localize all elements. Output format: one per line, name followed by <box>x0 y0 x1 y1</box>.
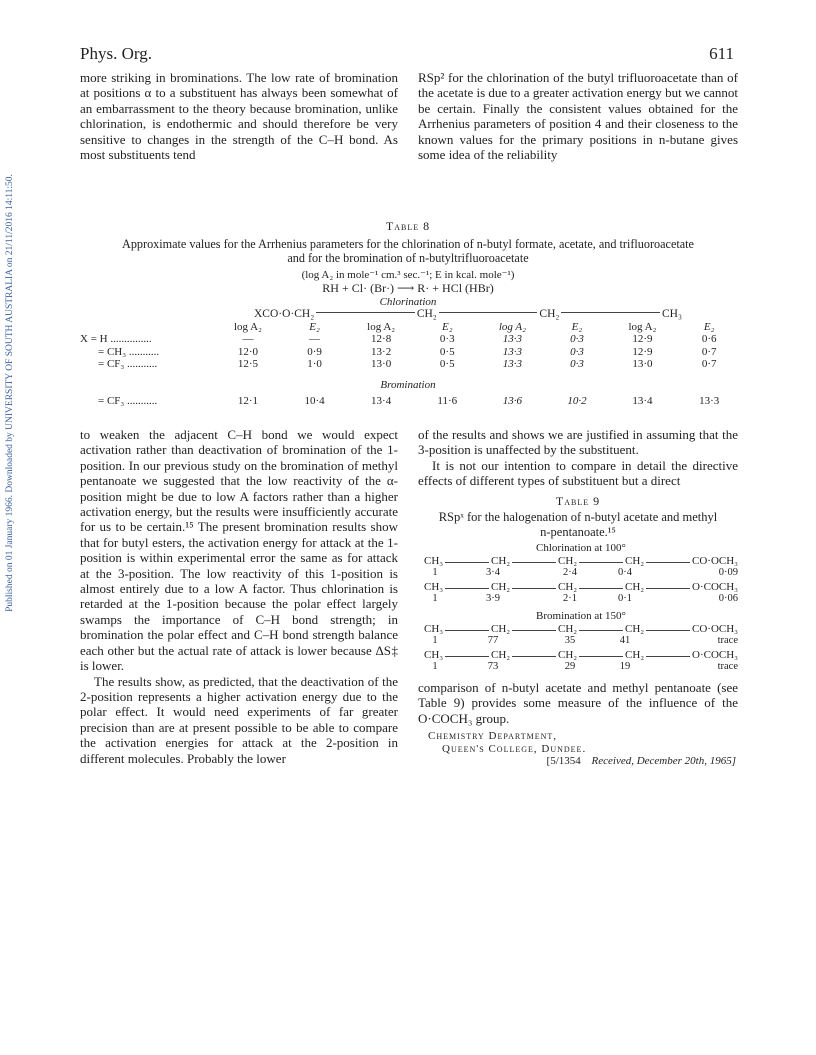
table-cell: 0·5 <box>439 345 455 358</box>
table-cell: 0·5 <box>439 358 455 371</box>
col-log-a: log A₂ <box>498 320 526 333</box>
table-cell: 10·4 <box>304 395 325 408</box>
table-cell: 0·3 <box>570 333 584 346</box>
bottom-left-column <box>80 427 398 766</box>
table-cell: 11·6 <box>437 395 458 408</box>
bottom-right-column <box>418 427 738 489</box>
chain-group-4: CH₃ <box>662 308 683 321</box>
table-cell: 12·0 <box>237 345 259 358</box>
journal-title: Phys. Org. <box>80 44 152 63</box>
group: CH₂ <box>558 623 578 635</box>
chlorination-title: Chlorination at 100° <box>536 542 626 554</box>
paragraph: The results show, as predicted, that the deactivation of the 2-position represents a higher activation energy due to the polar effect. It would need experiments of far greater precision than are at present possible to be able to compare the activation energies for attack at the 2-position in different molecules. Probably the lower <box>80 673 398 766</box>
value: 19 <box>619 661 631 672</box>
value: 77 <box>487 635 499 646</box>
table-cell: 13·4 <box>632 395 653 408</box>
table-cell: 13·3 <box>502 333 523 346</box>
value: 73 <box>487 661 499 672</box>
group: CH₃ <box>424 649 444 661</box>
group: CH₂ <box>625 623 645 635</box>
chain-row <box>424 555 738 567</box>
value: 2·1 <box>563 593 577 604</box>
page-number: 611 <box>709 44 734 63</box>
group: CH₃ <box>424 623 444 635</box>
table-cell: 13·4 <box>371 395 392 408</box>
table-cell: 12·8 <box>371 333 392 346</box>
table-cell: 12·9 <box>632 333 653 346</box>
group: CH₂ <box>625 581 645 593</box>
table-cell: 0·7 <box>701 358 717 371</box>
download-watermark-text: Published on 01 January 1966. Downloaded by UNIVERSITY OF SOUTH AUSTRALIA on 21/11/2016 14:11:50. <box>5 173 15 612</box>
group: CH₂ <box>625 555 645 567</box>
value: 41 <box>619 635 631 646</box>
value: 0·06 <box>718 593 738 604</box>
col-log-a: log A₂ <box>367 320 396 333</box>
table-row <box>78 346 738 359</box>
top-right-paragraph <box>418 70 738 162</box>
table-cell: 0·3 <box>570 358 584 371</box>
row-label: = CF₃ ........... <box>98 395 158 408</box>
chain-group-1: XCO·O·CH₂ <box>254 308 315 321</box>
value: 0·4 <box>618 567 632 578</box>
value-row <box>424 593 738 604</box>
group: CH₂ <box>491 623 511 635</box>
value-row <box>424 635 738 646</box>
chain-row <box>424 581 738 593</box>
bromination-heading: Bromination <box>380 378 436 391</box>
value: 35 <box>564 635 576 646</box>
group: CH₃ <box>424 581 444 593</box>
table9-caption-line1: RSpˣ for the halogenation of n-butyl acetate and methyl <box>438 510 718 524</box>
table9-caption-line2: n-pentanoate.¹⁵ <box>540 525 616 539</box>
table-cell: 12·5 <box>237 358 259 371</box>
table8-caption <box>78 237 738 265</box>
chain-row <box>424 623 738 635</box>
table9 <box>424 542 738 672</box>
table8-label: Table 8 <box>385 219 431 233</box>
reaction-text: RH + Cl· (Br·) ⟶ R· + HCl (HBr) <box>322 281 494 295</box>
group: CH₂ <box>491 581 511 593</box>
group: CH₂ <box>491 649 511 661</box>
table8-units: (log A₂ in mole⁻¹ cm.³ sec.⁻¹; E in kcal. mole⁻¹) <box>301 269 515 281</box>
table-cell: 13·0 <box>371 358 392 371</box>
table-cell: 0·6 <box>701 333 717 346</box>
received-date: Received, December 20th, 1965] <box>591 755 736 767</box>
value: 29 <box>564 661 576 672</box>
group: O·COCH₃ <box>692 649 739 661</box>
chain-group-3: CH₂ <box>539 308 560 321</box>
value: 1 <box>432 567 438 578</box>
chain-row <box>78 308 738 321</box>
table-cell: 13·3 <box>502 345 523 358</box>
col-log-a: log A₂ <box>628 320 657 333</box>
table8-caption-line2: and for the bromination of n-butyltrifluoroacetate <box>287 251 529 265</box>
table-cell: 13·2 <box>371 345 392 358</box>
table-cell: 13·0 <box>632 358 653 371</box>
received-note <box>547 755 736 767</box>
table-cell: 13·3 <box>502 358 523 371</box>
top-left-text: more striking in brominations. The low rate of bromination at positions α to a substituent has always been somewhat of an embarrassment to the theory because bromination, unlike chlorination, is endothermic and should therefore be very sensitive to changes in the strength of the C–H bond. As most substituents tend <box>80 70 398 163</box>
col-e: E₂ <box>703 320 715 333</box>
table9-caption <box>418 510 738 540</box>
table-cell: 13·6 <box>502 395 523 408</box>
bromination-title: Bromination at 150° <box>536 610 626 622</box>
table-cell: 0·7 <box>701 345 717 358</box>
value: trace <box>717 635 738 646</box>
col-e: E₂ <box>441 320 453 333</box>
right-conclusion <box>418 680 738 726</box>
department: Chemistry Department, <box>428 730 558 742</box>
table8 <box>78 295 738 408</box>
table9-label: Table 9 <box>555 494 601 508</box>
col-e: E₂ <box>571 320 583 333</box>
group: CH₂ <box>558 581 578 593</box>
table-cell: 0·9 <box>307 345 322 358</box>
table8-caption-line1: Approximate values for the Arrhenius parameters for the chlorination of n-butyl formate, acetate, and trifluoroacetate <box>122 237 694 251</box>
value: 1 <box>432 635 438 646</box>
top-left-paragraph <box>80 70 398 162</box>
value: 3·4 <box>486 567 500 578</box>
college: Queen's College, Dundee. <box>442 743 587 755</box>
table-cell: 13·3 <box>699 395 720 408</box>
value: 1 <box>432 661 438 672</box>
table-cell: 12·1 <box>237 395 259 408</box>
paragraph: It is not our intention to compare in detail the directive effects of different types of substituent but a direct <box>418 457 738 489</box>
reaction-equation <box>78 281 738 296</box>
reference-number: [5/1354 <box>546 755 581 767</box>
table-cell: 0·3 <box>439 333 455 346</box>
table-cell: — <box>242 333 254 346</box>
col-log-a: log A₂ <box>233 320 262 333</box>
table-cell: — <box>309 333 321 346</box>
group: CH₂ <box>491 555 511 567</box>
affiliation <box>428 730 586 756</box>
chlorination-heading: Chlorination <box>379 295 437 308</box>
value: 3·9 <box>486 593 500 604</box>
paragraph: to weaken the adjacent C–H bond we would expect activation rather than deactivation of bromination of the 1-position. In our previous study on the bromination of methyl pentanoate we suggested that the low reactivity of the α-position might be due to low A factors rather than a higher activation energy, but the results were insufficiently accurate for us to be certain.¹⁵ The present bromination results show that for butyl esters, the activation energy for attack at the 1-position is within experimental error the same as for attack at the 3-position. The low reactivity of this 1-position is almost entirely due to a low A factor. Thus chlorination is retarded at the 1-position because the polar effect largely swamps the importance of C–H bond strength; in bromination the polar effect and C–H bond strength balance each other but the actual rate of attack is lower because ΔS‡ is lower. <box>80 427 398 674</box>
row-label: X = H ............... <box>80 333 152 346</box>
paragraph: comparison of n-butyl acetate and methyl pentanoate (see Table 9) provides some measure of the influence of the O·COCH₃ group. <box>418 680 738 726</box>
value: trace <box>717 661 738 672</box>
value: 0·09 <box>718 567 738 578</box>
row-label: = CH₃ ........... <box>98 345 160 358</box>
table-cell: 12·9 <box>632 345 653 358</box>
group: CH₂ <box>558 649 578 661</box>
group: O·COCH₃ <box>692 581 739 593</box>
value: 2·4 <box>563 567 577 578</box>
paragraph: of the results and shows we are justified in assuming that the 3-position is unaffected by the substituent. <box>418 427 738 458</box>
value: 1 <box>432 593 438 604</box>
value: 0·1 <box>618 593 632 604</box>
group: CH₂ <box>625 649 645 661</box>
top-right-text: RSp² for the chlorination of the butyl trifluoroacetate than of the acetate is due to a greater activation energy but we cannot be certain. Finally the consistent values obtained for the Arrhenius parameters of position 4 and their closeness to the known values for the primary positions in n-butane gives some idea of the reliability <box>418 70 738 163</box>
table-cell: 10·2 <box>567 395 587 408</box>
chain-row <box>424 649 738 661</box>
group: CH₂ <box>558 555 578 567</box>
chain-group-2: CH₂ <box>416 308 437 321</box>
col-e: E₂ <box>309 320 320 333</box>
table-cell: 1·0 <box>307 358 322 371</box>
row-label: = CF₃ ........... <box>98 358 158 371</box>
table-cell: 0·3 <box>570 345 584 358</box>
group: CH₃ <box>424 555 444 567</box>
value-row <box>424 567 738 578</box>
group: CO·OCH₃ <box>692 623 739 635</box>
download-watermark <box>2 120 18 665</box>
table-row <box>78 333 738 346</box>
table-row <box>78 395 738 408</box>
table-row <box>78 358 738 371</box>
value-row <box>424 661 738 672</box>
group: CO·OCH₃ <box>692 555 739 567</box>
column-header-row <box>78 321 738 334</box>
